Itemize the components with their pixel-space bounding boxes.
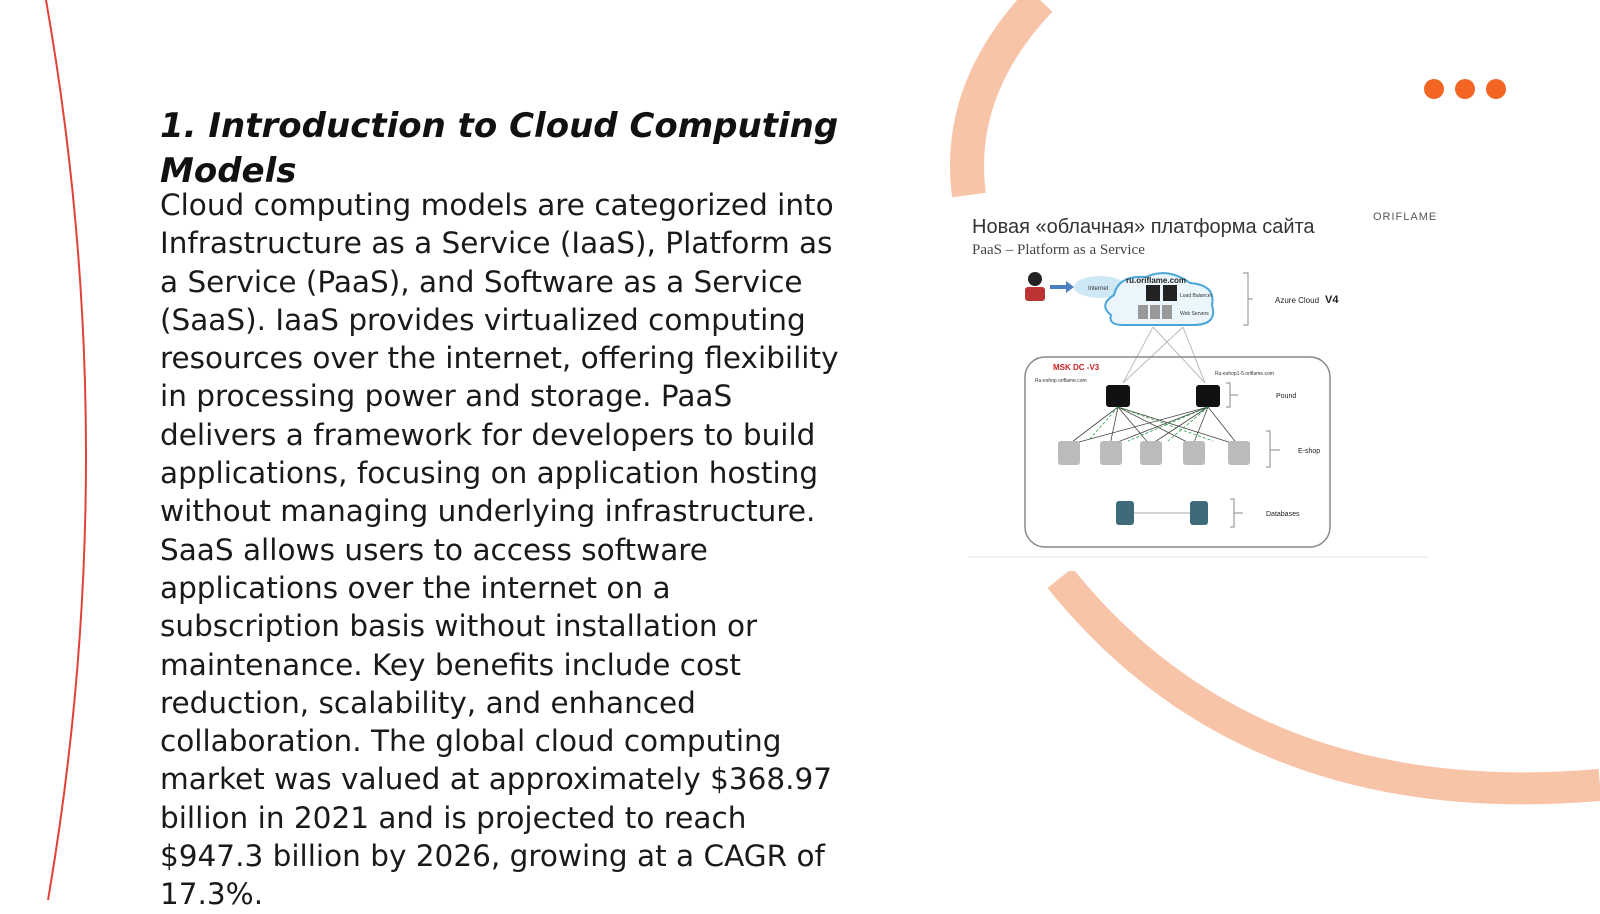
azure-version: V4 [1325, 294, 1339, 306]
decorative-arc-top [967, 0, 1040, 195]
eshop-servers [1058, 441, 1250, 465]
web-server-icon [1150, 305, 1160, 319]
right-host-label: Ru-eshop1-5.oriflame.com [1215, 371, 1274, 377]
router-icon [1196, 385, 1220, 407]
eshop-server-icon [1183, 441, 1205, 465]
dot [1424, 79, 1444, 99]
eshop-server-icon [1228, 441, 1250, 465]
internet-label: Internet [1088, 286, 1109, 292]
decorative-arc-bottom [1060, 578, 1600, 788]
dot [1486, 79, 1506, 99]
left-curve-line [46, 0, 86, 900]
arrow-icon [1050, 281, 1074, 293]
eshop-server-icon [1140, 441, 1162, 465]
architecture-diagram [968, 205, 1438, 571]
dot [1455, 79, 1475, 99]
router-icon [1106, 385, 1130, 407]
cloud-label: ru.oriflame.com [1126, 276, 1187, 285]
eshop-server-icon [1058, 441, 1080, 465]
dc-label: MSK DC -V3 [1053, 363, 1100, 372]
eshop-label: E-shop [1298, 448, 1321, 455]
web-server-icon [1162, 305, 1172, 319]
pound-label: Pound [1276, 393, 1297, 400]
server-icon [1163, 285, 1177, 301]
embedded-slide-image [968, 205, 1438, 571]
azure-label: Azure Cloud [1275, 296, 1320, 305]
database-icon [1190, 501, 1208, 525]
databases-label: Databases [1266, 511, 1300, 518]
eshop-server-icon [1100, 441, 1122, 465]
user-icon [1025, 272, 1045, 301]
embedded-slide-subtitle: PaaS – Platform as a Service [972, 242, 1145, 258]
left-host-label: Ru-eshop.oriflame.com [1035, 378, 1087, 384]
web-servers-label: Web Servers [1180, 311, 1209, 317]
web-server-icon [1138, 305, 1148, 319]
server-icon [1146, 285, 1160, 301]
database-icon [1116, 501, 1134, 525]
slide-title: 1. Introduction to Cloud Computing Models [160, 106, 839, 191]
pagination-dots [1424, 79, 1506, 99]
embedded-slide-title: Новая «облачная» платформа сайта [972, 216, 1315, 238]
oriflame-logo: ORIFLAME [1373, 211, 1438, 223]
load-balancer-label: Load Balancer [1180, 293, 1213, 299]
slide-body-text: Cloud computing models are categorized into Infrastructure as a Service (IaaS), Platform as a Service (PaaS), and Software as a Service (SaaS). IaaS provides virtualized computing resources over the internet, offering flexibility in processing power and storage. PaaS delivers a framework for developers to build applications, focusing on application hosting without managing underlying infrastructure. SaaS allows users to access software applications over the internet on a subscription basis without installation or maintenance. Key benefits include cost reduction, scalability, and enhanced collaboration. The global cloud computing market was valued at approximately $368.97 billion in 2021 and is projected to reach $947.3 billion by 2026, growing at a CAGR of 17.3%. [160, 188, 839, 912]
